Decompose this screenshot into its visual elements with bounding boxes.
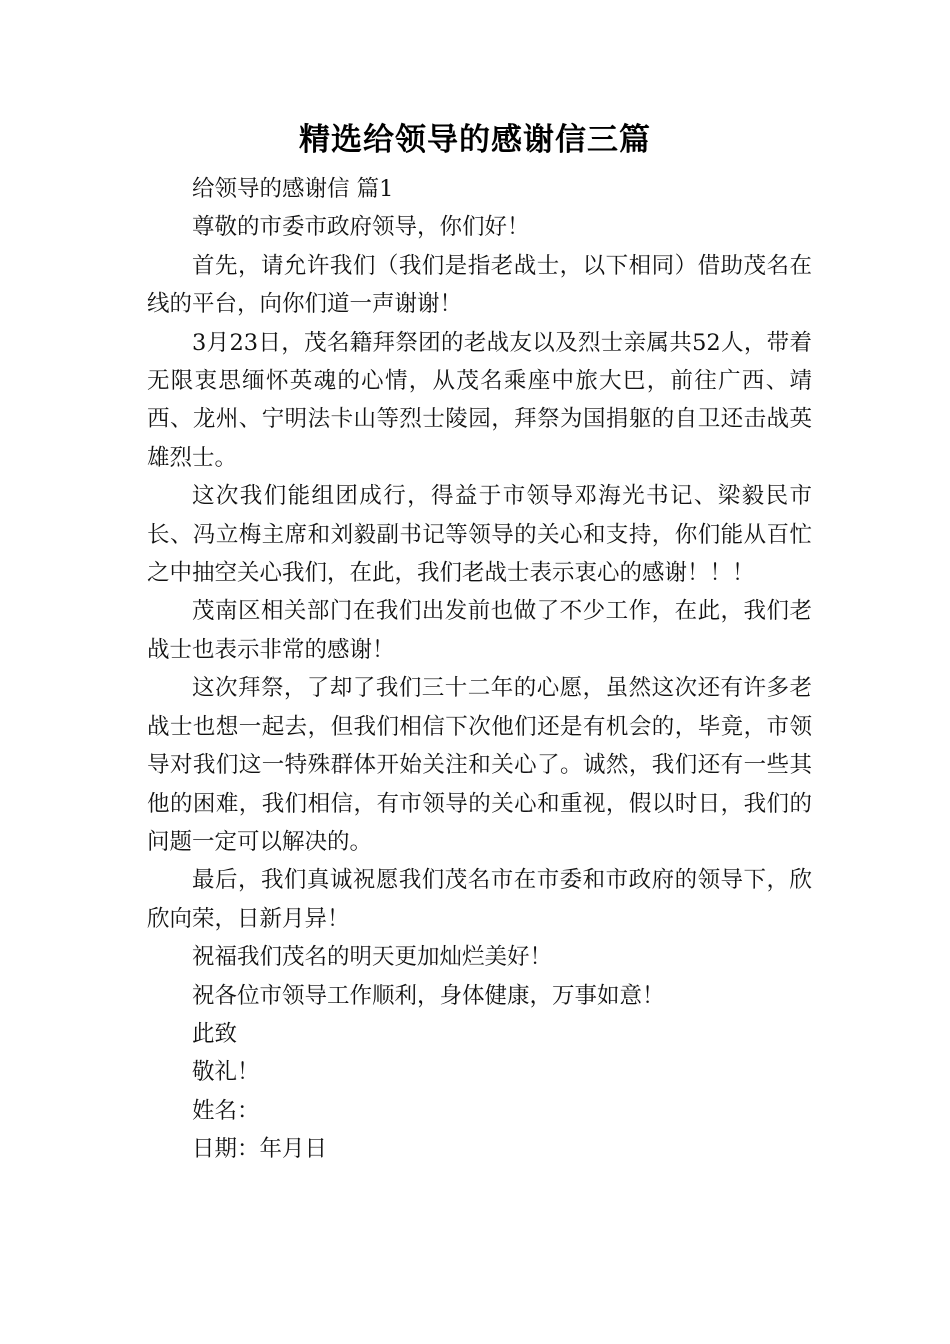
paragraph-salutation: 尊敬的市委市政府领导，你们好！ xyxy=(192,214,530,241)
document-body xyxy=(147,170,812,1169)
paragraph: 最后，我们真诚祝愿我们茂名市在市委和市政府的领导下，欣欣向荣，日新月异！ xyxy=(147,867,812,932)
paragraph-heading: 给领导的感谢信 篇1 xyxy=(192,176,394,202)
paragraph: 首先，请允许我们（我们是指老战士，以下相同）借助茂名在线的平台，向你们道一声谢谢！ xyxy=(147,252,812,318)
paragraph: 茂南区相关部门在我们出发前也做了不少工作，在此，我们老战士也表示非常的感谢！ xyxy=(147,598,812,663)
paragraph: 祝各位市领导工作顺利，身体健康，万事如意！ xyxy=(192,982,665,1009)
signature-date-line: 日期：年月日 xyxy=(192,1136,328,1163)
closing-phrase: 此致 xyxy=(192,1020,238,1047)
closing-salute: 敬礼！ xyxy=(192,1059,260,1086)
paragraph: 祝福我们茂名的明天更加灿烂美好！ xyxy=(192,944,553,971)
paragraph: 这次我们能组团成行，得益于市领导邓海光书记、梁毅民市长、冯立梅主席和刘毅副书记等领导的关心和支持，你们能从百忙之中抽空关心我们，在此，我们老战士表示衷心的感谢！！！ xyxy=(147,483,812,587)
paragraph: 这次拜祭，了却了我们三十二年的心愿，虽然这次还有许多老战士也想一起去，但我们相信下次他们还是有机会的，毕竟，市领导对我们这一特殊群体开始关注和关心了。诚然，我们还有一些其他的困难，我们相信，有市领导的关心和重视，假以时日，我们的问题一定可以解决的。 xyxy=(147,675,812,855)
signature-name-line: 姓名： xyxy=(192,1097,260,1124)
document-title: 精选给领导的感谢信三篇 xyxy=(299,122,651,158)
paragraph: 3月23日，茂名籍拜祭团的老战友以及烈士亲属共52人，带着无限衷思缅怀英魂的心情，从茂名乘座中旅大巴，前往广西、靖西、龙州、宁明法卡山等烈士陵园，拜祭为国捐躯的自卫还击战英雄烈士。 xyxy=(147,329,812,471)
